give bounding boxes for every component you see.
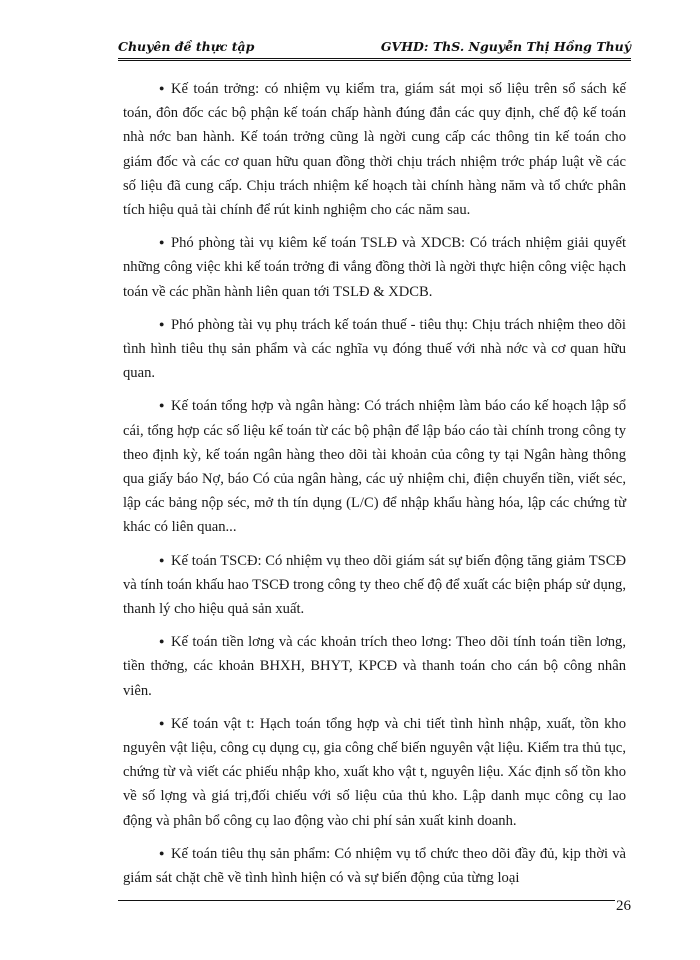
header-supervisor: GVHD: ThS. Nguyễn Thị Hồng Thuý — [380, 39, 631, 54]
paragraph-text: Phó phòng tài vụ kiêm kế toán TSLĐ và XDCB: Có trách nhiệm giải quyết những công việc khi kế toán trởng đi vắng đồng thời là ngời thực hiện công việc hạch toán về các phần hành liên quan tới TSLĐ & XDCB. — [123, 235, 626, 300]
bullet-icon: ● — [159, 717, 165, 728]
paragraph-text: Kế toán tiêu thụ sản phẩm: Có nhiệm vụ tổ chức theo dõi đầy đủ, kịp thời và giám sát chặt chẽ về tình hình hiện có và sự biến động của từng loại — [123, 845, 626, 887]
paragraph — [123, 629, 626, 703]
bullet-icon: ● — [159, 636, 165, 647]
paragraph-text: Kế toán vật t: Hạch toán tổng hợp và chi tiết tình hình nhập, xuất, tồn kho nguyên vật liệu, công cụ dụng cụ, gia công chế biến nguyên vật liệu. Kiểm tra thủ tục, chứng từ và viết các phiếu nhập kho, xuất kho vật t, nguyên liệu. Xác định số tồn kho về số lợng và giá trị,đối chiếu với số liệu của thủ kho. Lập danh mục công cụ lao động và phân bổ công cụ lao động vào chi phí sản xuất kinh doanh. — [123, 715, 626, 829]
header-title: Chuyên đề thực tập — [118, 39, 255, 54]
paragraph-text: Kế toán TSCĐ: Có nhiệm vụ theo dõi giám sát sự biến động tăng giảm TSCĐ và tính toán khấu hao TSCĐ trong công ty theo chế độ để xuất các biện pháp sử dụng, thanh lý cho hiệu quả sản xuất. — [123, 552, 626, 618]
page-number: 26 — [616, 898, 631, 914]
paragraph — [123, 393, 626, 539]
paragraph — [123, 312, 626, 386]
footer-rule — [118, 900, 615, 901]
bullet-icon: ● — [159, 554, 165, 565]
bullet-icon: ● — [159, 400, 165, 411]
paragraph — [123, 711, 626, 833]
paragraph — [123, 230, 626, 304]
paragraph-text: Kế toán tiền lơng và các khoản trích theo lơng: Theo dõi tính toán tiền lơng, tiền thởng, các khoản BHXH, BHYT, KPCĐ và thanh toán cho cán bộ công nhân viên. — [123, 634, 626, 699]
page-header — [118, 37, 631, 57]
paragraph-text: Phó phòng tài vụ phụ trách kế toán thuế - tiêu thụ: Chịu trách nhiệm theo dõi tình hình tiêu thụ sản phẩm và các nghĩa vụ đóng thuế với nhà nớc và cơ quan hữu quan. — [123, 316, 626, 382]
body-text — [123, 76, 626, 898]
bullet-icon: ● — [159, 83, 165, 93]
bullet-icon: ● — [159, 318, 165, 329]
paragraph — [123, 76, 626, 222]
paragraph-text: Kế toán tổng hợp và ngân hàng: Có trách nhiệm làm báo cáo kế hoạch lập sổ cái, tổng hợp các số liệu kế toán từ các bộ phận để lập báo cáo tài chính trong công ty theo định kỳ, kế toán ngân hàng theo dõi tài khoản của công ty tại Ngân hàng thông qua giấy báo Nợ, báo Có của ngân hàng, các uỷ nhiệm chi, điện chuyển tiền, viết séc, lập các bảng nộp séc, mở th tín dụng (L/C) để nhập khẩu hàng hóa, lập các chứng từ khác có liên quan... — [123, 398, 626, 536]
bullet-icon: ● — [159, 237, 165, 248]
header-rule — [118, 58, 631, 61]
paragraph — [123, 841, 626, 890]
paragraph — [123, 548, 626, 622]
paragraph-text: Kế toán trởng: có nhiệm vụ kiểm tra, giám sát mọi số liệu trên sổ sách kế toán, đôn đốc các bộ phận kế toán chấp hành đúng đắn các quy định, chế độ kế toán nhà nớc ban hành. Kế toán trởng cũng là ngời cung cấp các thông tin kế toán cho giám đốc và các cơ quan hữu quan đồng thời chịu trách nhiệm trớc pháp luật về các số liệu đã cung cấp. Chịu trách nhiệm kế hoạch tài chính hàng năm và tổ chức phân tích hiệu quả tài chính để rút kinh nghiệm cho các năm sau. — [123, 81, 626, 219]
bullet-icon: ● — [159, 847, 165, 858]
